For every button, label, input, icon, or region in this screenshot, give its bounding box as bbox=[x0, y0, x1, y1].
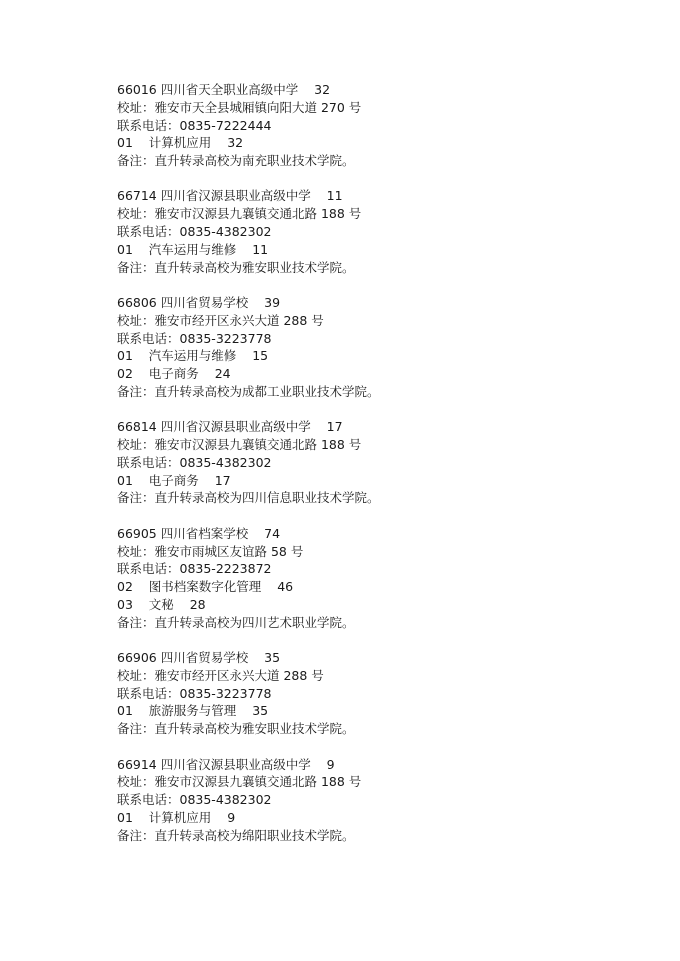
school-entry bbox=[117, 81, 657, 170]
school-remark: 备注：直升转录高校为雅安职业技术学院。 bbox=[117, 721, 355, 737]
school-address: 校址：雅安市经开区永兴大道 288 号 bbox=[117, 667, 324, 683]
major-line: 01 电子商务 17 bbox=[117, 472, 231, 488]
document-page bbox=[117, 81, 657, 862]
school-entry bbox=[117, 525, 657, 632]
school-header: 66906 四川省贸易学校 35 bbox=[117, 650, 281, 666]
school-header: 66714 四川省汉源县职业高级中学 11 bbox=[117, 188, 343, 204]
school-remark: 备注：直升转录高校为雅安职业技术学院。 bbox=[117, 259, 355, 275]
school-phone: 联系电话：0835-2223872 bbox=[117, 561, 272, 577]
school-phone: 联系电话：0835-7222444 bbox=[117, 117, 272, 133]
school-remark: 备注：直升转录高校为南充职业技术学院。 bbox=[117, 153, 355, 169]
school-phone: 联系电话：0835-3223778 bbox=[117, 685, 272, 701]
major-line: 02 图书档案数字化管理 46 bbox=[117, 579, 294, 595]
school-address: 校址：雅安市汉源县九襄镇交通北路 188 号 bbox=[117, 437, 362, 453]
school-remark: 备注：直升转录高校为成都工业职业技术学院。 bbox=[117, 383, 380, 399]
school-header: 66905 四川省档案学校 74 bbox=[117, 525, 281, 541]
school-phone: 联系电话：0835-4382302 bbox=[117, 224, 272, 240]
major-line: 01 汽车运用与维修 11 bbox=[117, 241, 269, 257]
major-line: 02 电子商务 24 bbox=[117, 366, 231, 382]
school-header: 66814 四川省汉源县职业高级中学 17 bbox=[117, 419, 343, 435]
school-remark: 备注：直升转录高校为四川艺术职业学院。 bbox=[117, 614, 355, 630]
school-address: 校址：雅安市汉源县九襄镇交通北路 188 号 bbox=[117, 774, 362, 790]
school-entry bbox=[117, 756, 657, 845]
school-header: 66806 四川省贸易学校 39 bbox=[117, 294, 281, 310]
school-entry bbox=[117, 418, 657, 507]
major-line: 01 汽车运用与维修 15 bbox=[117, 348, 269, 364]
school-phone: 联系电话：0835-3223778 bbox=[117, 330, 272, 346]
major-line: 01 计算机应用 32 bbox=[117, 135, 244, 151]
school-remark: 备注：直升转录高校为四川信息职业技术学院。 bbox=[117, 490, 380, 506]
school-address: 校址：雅安市天全县城厢镇向阳大道 270 号 bbox=[117, 99, 362, 115]
school-entry bbox=[117, 187, 657, 276]
school-phone: 联系电话：0835-4382302 bbox=[117, 454, 272, 470]
school-address: 校址：雅安市经开区永兴大道 288 号 bbox=[117, 312, 324, 328]
school-phone: 联系电话：0835-4382302 bbox=[117, 792, 272, 808]
major-line: 01 计算机应用 9 bbox=[117, 809, 236, 825]
school-entry bbox=[117, 294, 657, 401]
school-header: 66914 四川省汉源县职业高级中学 9 bbox=[117, 756, 335, 772]
school-remark: 备注：直升转录高校为绵阳职业技术学院。 bbox=[117, 827, 355, 843]
school-address: 校址：雅安市汉源县九襄镇交通北路 188 号 bbox=[117, 206, 362, 222]
school-entry bbox=[117, 649, 657, 738]
major-line: 03 文秘 28 bbox=[117, 596, 206, 612]
major-line: 01 旅游服务与管理 35 bbox=[117, 703, 269, 719]
school-address: 校址：雅安市雨城区友谊路 58 号 bbox=[117, 543, 304, 559]
school-header: 66016 四川省天全职业高级中学 32 bbox=[117, 82, 331, 97]
